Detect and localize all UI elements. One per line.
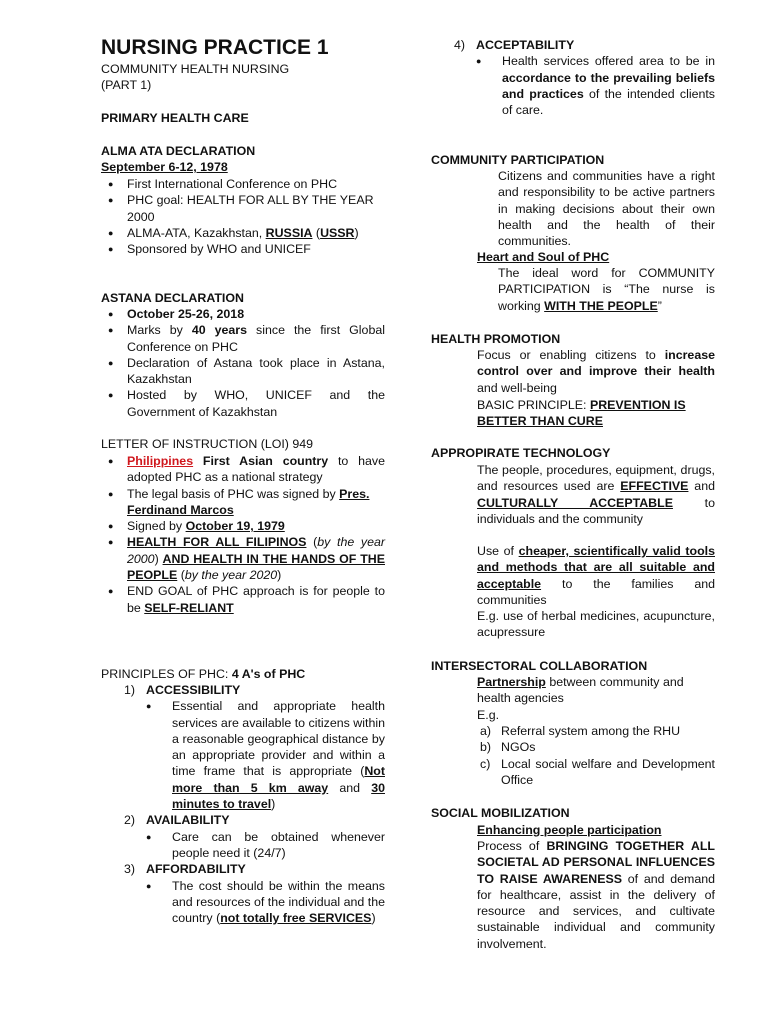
sm-text: Process of BRINGING TOGETHER ALL SOCIETAL AD PERSONAL INFLUENCES TO RAISE AWARENESS of and demand for healthcare, assist in the delivery of resource and services, and cultivate sustainable individual and community involvement. xyxy=(477,839,716,951)
cp-text2: The ideal word for COMMUNITY PARTICIPATION is “The nurse is working WITH THE PEOPLE” xyxy=(498,266,715,313)
section-heading-health-promotion: HEALTH PROMOTION xyxy=(431,332,561,346)
subtitle-part: (PART 1) xyxy=(101,78,152,92)
list-item: ● Sponsored by WHO and UNICEF xyxy=(101,241,385,257)
principle-availability: 2) AVAILABILITY xyxy=(124,813,230,828)
list-item: ● The cost should be within the means and resources of the individual and the country (not totally free SERVICES) xyxy=(101,878,385,927)
section-heading-appropriate-technology: APPROPIRATE TECHNOLOGY xyxy=(431,446,611,460)
principle-acceptability: 4) ACCEPTABILITY xyxy=(454,38,575,52)
principle-acceptability-block xyxy=(431,37,715,118)
subtitle: COMMUNITY HEALTH NURSING xyxy=(101,62,290,76)
list-item: ● First International Conference on PHC xyxy=(101,176,385,192)
list-item: ● October 25-26, 2018 xyxy=(101,306,385,322)
principles-list xyxy=(101,682,385,926)
list-item: ● Declaration of Astana took place in Astana, Kazakhstan xyxy=(101,355,385,388)
list-item: ● Philippines First Asian country to have adopted PHC as a national strategy xyxy=(101,453,385,486)
loi-list xyxy=(101,453,385,616)
ic-list xyxy=(431,723,715,788)
list-item: a) Referral system among the RHU xyxy=(480,724,681,738)
section-heading-intersectoral: INTERSECTORAL COLLABORATION xyxy=(431,659,648,673)
astana-list xyxy=(101,306,385,420)
cp-text: Citizens and communities have a right and responsibility to be active partners in making decisions about their own health and the health of their communities. xyxy=(498,169,715,249)
section-heading-alma: ALMA ATA DECLARATION xyxy=(101,144,256,158)
ic-eg: E.g. xyxy=(477,708,500,722)
list-item: ● Health services offered area to be in accordance to the prevailing beliefs and practices of the intended clients of care. xyxy=(431,53,715,118)
list-item: ● Essential and appropriate health services are available to citizens within a reasonable geographical distance by an appropriate provider and within a time frame that is appropriate (Not more than 5 km away and 30 minutes to travel) xyxy=(101,698,385,812)
at-example: E.g. use of herbal medicines, acupuncture, acupressure xyxy=(477,609,715,640)
alma-list xyxy=(101,176,385,257)
list-item: c) Local social welfare and Development Office xyxy=(480,756,715,787)
document-title: NURSING PRACTICE 1 xyxy=(101,36,329,59)
principle-accessibility: 1) ACCESSIBILITY xyxy=(124,683,241,697)
list-item: ● Marks by 40 years since the first Global Conference on PHC xyxy=(101,322,385,355)
list-item: ● ALMA-ATA, Kazakhstan, RUSSIA (USSR) xyxy=(101,225,385,241)
list-item: ● Care can be obtained whenever people need it (24/7) xyxy=(101,829,385,862)
hp-principle: BASIC PRINCIPLE: PREVENTION IS BETTER THAN CURE xyxy=(477,398,686,429)
hp-text: Focus or enabling citizens to increase control over and improve their health and well-being xyxy=(477,348,715,395)
list-item: b) NGOs xyxy=(480,740,536,755)
list-item: ● PHC goal: HEALTH FOR ALL BY THE YEAR 2000 xyxy=(101,192,385,225)
list-item: ● Hosted by WHO, UNICEF and the Government of Kazakhstan xyxy=(101,387,385,420)
alma-date: September 6-12, 1978 xyxy=(101,160,228,174)
list-item: ● The legal basis of PHC was signed by Pres. Ferdinand Marcos xyxy=(101,486,385,519)
section-heading-astana: ASTANA DECLARATION xyxy=(101,291,244,305)
at-text2: Use of cheaper, scientifically valid tools and methods that are all suitable and acceptable to the families and communities xyxy=(477,544,716,607)
ic-text: Partnership between community and health agencies xyxy=(477,675,684,706)
list-item: ● END GOAL of PHC approach is for people to be SELF-RELIANT xyxy=(101,583,385,616)
section-heading-community-participation: COMMUNITY PARTICIPATION xyxy=(431,153,605,167)
section-heading-loi: LETTER OF INSTRUCTION (LOI) 949 xyxy=(101,437,314,451)
list-item: ● HEALTH FOR ALL FILIPINOS (by the year 2000) AND HEALTH IN THE HANDS OF THE PEOPLE (by the year 2020) xyxy=(101,534,385,583)
list-item: ● Signed by October 19, 1979 xyxy=(101,518,385,534)
principle-affordability: 3) AFFORDABILITY xyxy=(124,862,246,877)
section-heading-social-mobilization: SOCIAL MOBILIZATION xyxy=(431,806,570,820)
cp-sub: Heart and Soul of PHC xyxy=(477,250,610,264)
section-heading-principles: PRINCIPLES OF PHC: 4 A's of PHC xyxy=(101,667,306,681)
sm-sub: Enhancing people participation xyxy=(477,823,662,837)
section-heading-phc: PRIMARY HEALTH CARE xyxy=(101,111,249,125)
at-text: The people, procedures, equipment, drugs, and resources used are EFFECTIVE and CULTURALLY ACCEPTABLE to individuals and the community xyxy=(477,463,715,526)
